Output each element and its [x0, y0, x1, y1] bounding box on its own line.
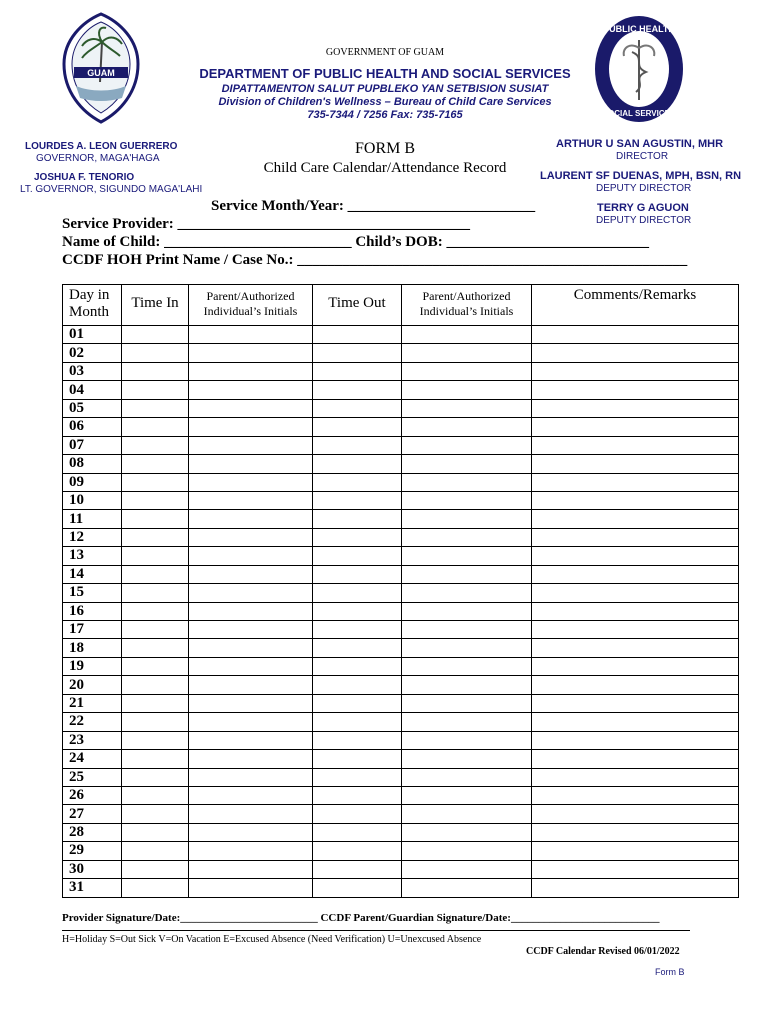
comments-cell[interactable] — [532, 528, 739, 546]
parent-initials-in-cell[interactable] — [189, 731, 313, 749]
table-row — [63, 510, 739, 528]
time-out-cell[interactable] — [313, 547, 402, 565]
table-row — [63, 418, 739, 436]
day-cell: 27 — [63, 805, 122, 823]
table-row — [63, 694, 739, 712]
parent-initials-out-cell[interactable] — [402, 676, 532, 694]
time-out-cell[interactable] — [313, 786, 402, 804]
time-out-cell[interactable] — [313, 565, 402, 583]
parent-initials-in-cell[interactable] — [189, 750, 313, 768]
table-row — [63, 842, 739, 860]
parent-initials-in-cell[interactable] — [189, 768, 313, 786]
parent-initials-in-cell[interactable] — [189, 565, 313, 583]
time-out-cell[interactable] — [313, 805, 402, 823]
time-in-cell[interactable] — [122, 676, 189, 694]
time-in-cell[interactable] — [122, 528, 189, 546]
time-out-cell[interactable] — [313, 418, 402, 436]
table-row — [63, 381, 739, 399]
parent-initials-out-cell[interactable] — [402, 362, 532, 380]
time-in-cell[interactable] — [122, 842, 189, 860]
day-cell: 17 — [63, 621, 122, 639]
time-in-cell[interactable] — [122, 786, 189, 804]
form-footer-label: Form B — [655, 967, 685, 977]
time-out-cell[interactable] — [313, 399, 402, 417]
table-row — [63, 621, 739, 639]
comments-cell[interactable] — [532, 750, 739, 768]
time-in-cell[interactable] — [122, 510, 189, 528]
table-header-row — [63, 285, 739, 326]
division-text: Division of Children's Wellness – Bureau of Child Care Services — [218, 96, 552, 108]
day-cell: 05 — [63, 399, 122, 417]
parent-initials-out-cell[interactable] — [402, 399, 532, 417]
lt-governor-title: LT. GOVERNOR, SIGUNDO MAGA'LAHI — [20, 184, 203, 195]
table-row — [63, 547, 739, 565]
parent-initials-out-cell[interactable] — [402, 381, 532, 399]
time-in-cell[interactable] — [122, 399, 189, 417]
service-provider-field[interactable]: Service Provider: _______________________________________ — [62, 216, 471, 232]
comments-cell[interactable] — [532, 584, 739, 602]
header-parent-initials-1 — [189, 285, 313, 326]
parent-initials-out-cell[interactable] — [402, 731, 532, 749]
day-cell: 22 — [63, 713, 122, 731]
time-in-cell[interactable] — [122, 768, 189, 786]
parent-initials-in-cell[interactable] — [189, 694, 313, 712]
table-row — [63, 823, 739, 841]
comments-cell[interactable] — [532, 602, 739, 620]
parent-initials-out-cell[interactable] — [402, 639, 532, 657]
time-out-cell[interactable] — [313, 657, 402, 675]
time-in-cell[interactable] — [122, 713, 189, 731]
comments-cell[interactable] — [532, 547, 739, 565]
table-row — [63, 584, 739, 602]
day-cell: 25 — [63, 768, 122, 786]
parent-initials-out-cell[interactable] — [402, 418, 532, 436]
table-row — [63, 362, 739, 380]
day-cell: 15 — [63, 584, 122, 602]
time-in-cell[interactable] — [122, 879, 189, 897]
parent-initials-out-cell[interactable] — [402, 510, 532, 528]
time-out-cell[interactable] — [313, 731, 402, 749]
director-name: ARTHUR U SAN AGUSTIN, MHR — [556, 138, 724, 150]
parent-initials-out-cell[interactable] — [402, 713, 532, 731]
parent-initials-out-cell[interactable] — [402, 455, 532, 473]
attendance-table — [62, 284, 739, 898]
time-in-cell[interactable] — [122, 657, 189, 675]
day-cell: 16 — [63, 602, 122, 620]
department-heading: DEPARTMENT OF PUBLIC HEALTH AND SOCIAL SERVICES — [199, 66, 571, 81]
parent-initials-in-cell[interactable] — [189, 639, 313, 657]
time-in-cell[interactable] — [122, 436, 189, 454]
time-in-cell[interactable] — [122, 418, 189, 436]
day-cell: 20 — [63, 676, 122, 694]
parent-initials-out-cell[interactable] — [402, 547, 532, 565]
time-in-cell[interactable] — [122, 823, 189, 841]
phone-text: 735-7344 / 7256 Fax: 735-7165 — [307, 109, 463, 121]
government-heading: GOVERNMENT OF GUAM — [325, 47, 445, 58]
day-cell: 03 — [63, 362, 122, 380]
day-cell: 23 — [63, 731, 122, 749]
parent-initials-in-cell[interactable] — [189, 621, 313, 639]
time-out-cell[interactable] — [313, 584, 402, 602]
day-cell: 30 — [63, 860, 122, 878]
day-cell: 18 — [63, 639, 122, 657]
time-out-cell[interactable] — [313, 344, 402, 362]
header-time-out-label: Time Out — [328, 295, 386, 311]
day-cell: 26 — [63, 786, 122, 804]
time-out-cell[interactable] — [313, 823, 402, 841]
comments-cell[interactable] — [532, 786, 739, 804]
comments-cell[interactable] — [532, 731, 739, 749]
service-month-field[interactable]: Service Month/Year: _________________________ — [211, 198, 536, 214]
time-out-cell[interactable] — [313, 473, 402, 491]
comments-cell[interactable] — [532, 326, 739, 344]
time-in-cell[interactable] — [122, 602, 189, 620]
table-row — [63, 805, 739, 823]
comments-cell[interactable] — [532, 381, 739, 399]
comments-cell[interactable] — [532, 455, 739, 473]
parent-initials-in-cell[interactable] — [189, 805, 313, 823]
day-cell: 06 — [63, 418, 122, 436]
time-out-cell[interactable] — [313, 694, 402, 712]
time-in-cell[interactable] — [122, 731, 189, 749]
time-out-cell[interactable] — [313, 768, 402, 786]
table-row — [63, 657, 739, 675]
time-out-cell[interactable] — [313, 381, 402, 399]
table-row — [63, 491, 739, 509]
child-name-dob-field[interactable]: Name of Child: _________________________ Child’s DOB: ___________________________ — [62, 234, 649, 250]
time-out-cell[interactable] — [313, 879, 402, 897]
parent-initials-in-cell[interactable] — [189, 879, 313, 897]
day-cell: 07 — [63, 436, 122, 454]
header-parent2-line2: Individual’s Initials — [419, 304, 514, 318]
time-in-cell[interactable] — [122, 805, 189, 823]
comments-cell[interactable] — [532, 657, 739, 675]
svg-text:PUBLIC HEALTH: PUBLIC HEALTH — [603, 24, 675, 34]
comments-cell[interactable] — [532, 418, 739, 436]
parent-initials-out-cell[interactable] — [402, 565, 532, 583]
revision-note: CCDF Calendar Revised 06/01/2022 — [526, 946, 680, 957]
signature-lines[interactable]: Provider Signature/Date:_________________________ CCDF Parent/Guardian Signature/Date:___________________________ — [62, 912, 660, 924]
parent-initials-out-cell[interactable] — [402, 805, 532, 823]
table-row — [63, 786, 739, 804]
day-cell: 19 — [63, 657, 122, 675]
comments-cell[interactable] — [532, 879, 739, 897]
time-out-cell[interactable] — [313, 455, 402, 473]
parent-initials-out-cell[interactable] — [402, 842, 532, 860]
table-row — [63, 639, 739, 657]
time-in-cell[interactable] — [122, 565, 189, 583]
comments-cell[interactable] — [532, 860, 739, 878]
parent-initials-in-cell[interactable] — [189, 473, 313, 491]
time-in-cell[interactable] — [122, 326, 189, 344]
parent-initials-in-cell[interactable] — [189, 713, 313, 731]
header-day-line1: Day in — [69, 287, 110, 303]
parent-initials-out-cell[interactable] — [402, 491, 532, 509]
parent-initials-in-cell[interactable] — [189, 344, 313, 362]
time-out-cell[interactable] — [313, 510, 402, 528]
time-out-cell[interactable] — [313, 639, 402, 657]
parent-initials-in-cell[interactable] — [189, 326, 313, 344]
governor-title: GOVERNOR, MAGA'HAGA — [36, 153, 160, 164]
day-cell: 08 — [63, 455, 122, 473]
time-out-cell[interactable] — [313, 676, 402, 694]
parent-initials-out-cell[interactable] — [402, 823, 532, 841]
time-out-cell[interactable] — [313, 491, 402, 509]
parent-initials-in-cell[interactable] — [189, 786, 313, 804]
seal-guam-text: GUAM — [87, 68, 115, 78]
time-out-cell[interactable] — [313, 750, 402, 768]
table-row — [63, 436, 739, 454]
governor-name: LOURDES A. LEON GUERRERO — [25, 141, 178, 152]
parent-initials-in-cell[interactable] — [189, 823, 313, 841]
header-time-in-label: Time In — [131, 295, 179, 311]
parent-initials-out-cell[interactable] — [402, 473, 532, 491]
comments-cell[interactable] — [532, 713, 739, 731]
parent-initials-in-cell[interactable] — [189, 602, 313, 620]
table-row — [63, 602, 739, 620]
time-out-cell[interactable] — [313, 842, 402, 860]
time-in-cell[interactable] — [122, 362, 189, 380]
time-in-cell[interactable] — [122, 547, 189, 565]
parent-initials-out-cell[interactable] — [402, 584, 532, 602]
day-cell: 02 — [63, 344, 122, 362]
time-in-cell[interactable] — [122, 621, 189, 639]
day-cell: 31 — [63, 879, 122, 897]
table-row — [63, 565, 739, 583]
table-row — [63, 731, 739, 749]
header-parent1-line2: Individual’s Initials — [203, 304, 298, 318]
table-row — [63, 750, 739, 768]
parent-initials-in-cell[interactable] — [189, 381, 313, 399]
table-row — [63, 473, 739, 491]
comments-cell[interactable] — [532, 768, 739, 786]
time-in-cell[interactable] — [122, 491, 189, 509]
parent-initials-in-cell[interactable] — [189, 510, 313, 528]
deputy-director-2-title: DEPUTY DIRECTOR — [596, 215, 692, 226]
parent-initials-in-cell[interactable] — [189, 455, 313, 473]
time-in-cell[interactable] — [122, 455, 189, 473]
table-row — [63, 344, 739, 362]
day-cell: 13 — [63, 547, 122, 565]
day-cell: 01 — [63, 326, 122, 344]
comments-cell[interactable] — [532, 565, 739, 583]
header-comments-label: Comments/Remarks — [573, 287, 697, 303]
table-row — [63, 455, 739, 473]
table-row — [63, 768, 739, 786]
ccdf-hoh-case-field[interactable]: CCDF HOH Print Name / Case No.: ____________________________________________________ — [62, 252, 688, 268]
parent-initials-out-cell[interactable] — [402, 326, 532, 344]
time-out-cell[interactable] — [313, 326, 402, 344]
day-cell: 10 — [63, 491, 122, 509]
table-row — [63, 860, 739, 878]
parent-initials-out-cell[interactable] — [402, 602, 532, 620]
time-out-cell[interactable] — [313, 860, 402, 878]
parent-initials-in-cell[interactable] — [189, 657, 313, 675]
parent-initials-in-cell[interactable] — [189, 528, 313, 546]
day-cell: 04 — [63, 381, 122, 399]
parent-initials-in-cell[interactable] — [189, 436, 313, 454]
table-row — [63, 528, 739, 546]
time-in-cell[interactable] — [122, 344, 189, 362]
parent-initials-out-cell[interactable] — [402, 860, 532, 878]
comments-cell[interactable] — [532, 510, 739, 528]
time-out-cell[interactable] — [313, 436, 402, 454]
table-row — [63, 399, 739, 417]
day-cell: 21 — [63, 694, 122, 712]
director-title: DIRECTOR — [616, 151, 669, 162]
parent-initials-out-cell[interactable] — [402, 768, 532, 786]
header-parent1-line1: Parent/Authorized — [206, 289, 295, 303]
comments-cell[interactable] — [532, 491, 739, 509]
comments-cell[interactable] — [532, 362, 739, 380]
parent-initials-in-cell[interactable] — [189, 860, 313, 878]
header-parent2-line1: Parent/Authorized — [422, 289, 511, 303]
time-in-cell[interactable] — [122, 750, 189, 768]
parent-initials-out-cell[interactable] — [402, 436, 532, 454]
day-cell: 24 — [63, 750, 122, 768]
table-row — [63, 326, 739, 344]
day-cell: 28 — [63, 823, 122, 841]
time-out-cell[interactable] — [313, 621, 402, 639]
parent-initials-in-cell[interactable] — [189, 842, 313, 860]
parent-initials-in-cell[interactable] — [189, 418, 313, 436]
lt-governor-name: JOSHUA F. TENORIO — [34, 172, 135, 183]
time-in-cell[interactable] — [122, 584, 189, 602]
time-in-cell[interactable] — [122, 860, 189, 878]
parent-initials-out-cell[interactable] — [402, 621, 532, 639]
time-out-cell[interactable] — [313, 362, 402, 380]
parent-initials-in-cell[interactable] — [189, 547, 313, 565]
table-row — [63, 879, 739, 897]
day-cell: 09 — [63, 473, 122, 491]
header-time-out — [313, 285, 402, 326]
parent-initials-out-cell[interactable] — [402, 344, 532, 362]
day-cell: 29 — [63, 842, 122, 860]
time-in-cell[interactable] — [122, 694, 189, 712]
parent-initials-out-cell[interactable] — [402, 786, 532, 804]
parent-initials-out-cell[interactable] — [402, 657, 532, 675]
comments-cell[interactable] — [532, 823, 739, 841]
parent-initials-in-cell[interactable] — [189, 676, 313, 694]
parent-initials-in-cell[interactable] — [189, 399, 313, 417]
header-day-line2: Month — [69, 304, 110, 320]
day-cell: 11 — [63, 510, 122, 528]
comments-cell[interactable] — [532, 436, 739, 454]
deputy-director-2-name: TERRY G AGUON — [597, 202, 689, 214]
table-row — [63, 713, 739, 731]
department-chamorro: DIPATTAMENTON SALUT PUPBLEKO YAN SETBISION SUSIAT — [221, 83, 549, 95]
parent-initials-in-cell[interactable] — [189, 491, 313, 509]
comments-cell[interactable] — [532, 621, 739, 639]
time-in-cell[interactable] — [122, 381, 189, 399]
time-out-cell[interactable] — [313, 528, 402, 546]
comments-cell[interactable] — [532, 473, 739, 491]
svg-text:SOCIAL SERVICES: SOCIAL SERVICES — [602, 109, 676, 118]
comments-cell[interactable] — [532, 842, 739, 860]
attendance-legend: H=Holiday S=Out Sick V=On Vacation E=Excused Absence (Need Verification) U=Unexcused Absence — [62, 934, 482, 945]
parent-initials-in-cell[interactable] — [189, 584, 313, 602]
parent-initials-out-cell[interactable] — [402, 528, 532, 546]
comments-cell[interactable] — [532, 399, 739, 417]
time-out-cell[interactable] — [313, 602, 402, 620]
header-time-in — [122, 285, 189, 326]
parent-initials-in-cell[interactable] — [189, 362, 313, 380]
time-in-cell[interactable] — [122, 639, 189, 657]
parent-initials-out-cell[interactable] — [402, 694, 532, 712]
table-row — [63, 676, 739, 694]
header-comments — [532, 285, 739, 326]
time-in-cell[interactable] — [122, 473, 189, 491]
parent-initials-out-cell[interactable] — [402, 879, 532, 897]
time-out-cell[interactable] — [313, 713, 402, 731]
divider — [62, 930, 690, 931]
comments-cell[interactable] — [532, 639, 739, 657]
comments-cell[interactable] — [532, 676, 739, 694]
comments-cell[interactable] — [532, 805, 739, 823]
form-title: Child Care Calendar/Attendance Record — [263, 160, 507, 176]
deputy-director-1-name: LAURENT SF DUENAS, MPH, BSN, RN — [540, 170, 742, 182]
day-cell: 14 — [63, 565, 122, 583]
comments-cell[interactable] — [532, 344, 739, 362]
deputy-director-1-title: DEPUTY DIRECTOR — [596, 183, 692, 194]
form-number: FORM B — [354, 140, 416, 157]
header-parent-initials-2 — [402, 285, 532, 326]
parent-initials-out-cell[interactable] — [402, 750, 532, 768]
header-day-in-month — [63, 285, 122, 326]
day-cell: 12 — [63, 528, 122, 546]
comments-cell[interactable] — [532, 694, 739, 712]
